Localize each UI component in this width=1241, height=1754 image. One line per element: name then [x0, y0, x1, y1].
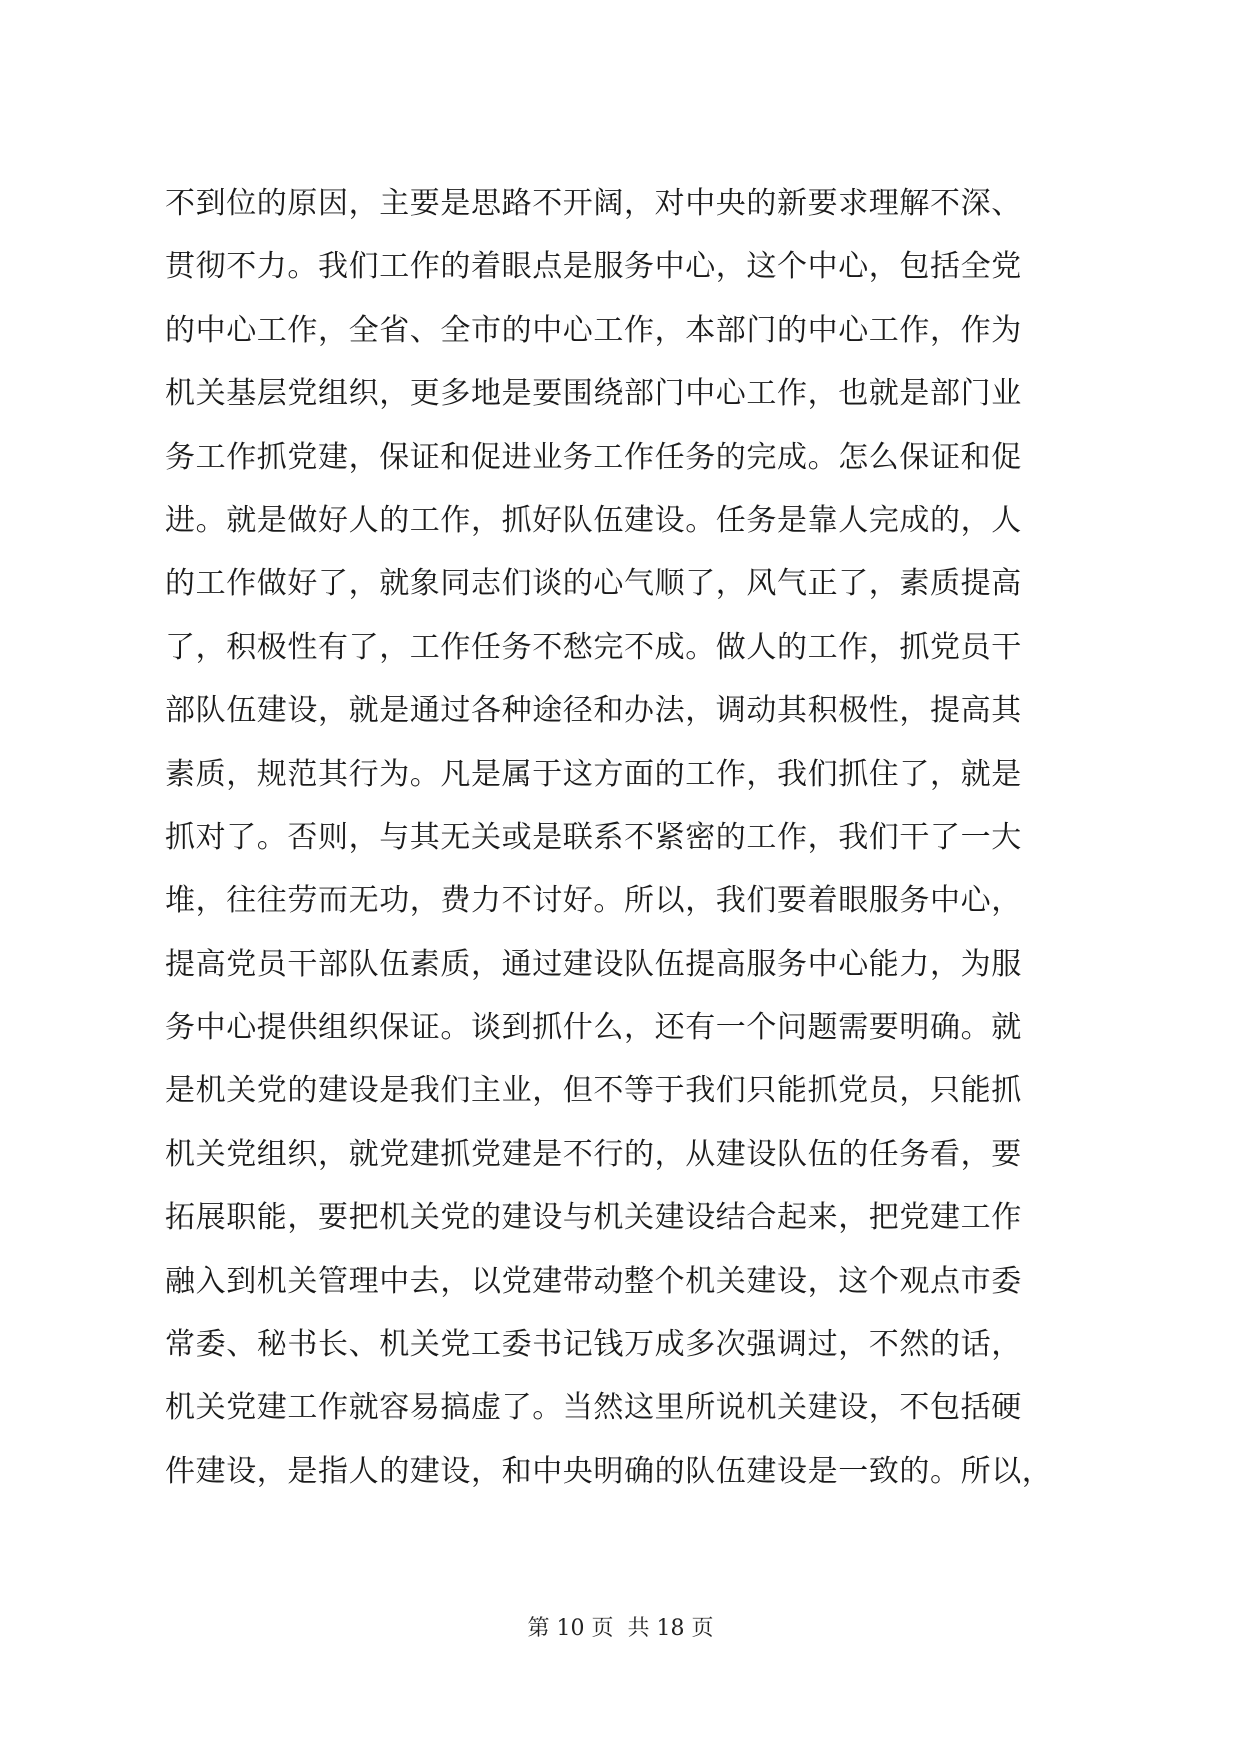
- text-line: 部队伍建设，就是通过各种途径和办法，调动其积极性，提高其: [165, 693, 1022, 729]
- page-footer: [0, 1614, 1241, 1644]
- text-line: 务工作抓党建，保证和促进业务工作任务的完成。怎么保证和促: [165, 439, 1022, 475]
- text-line: 件建设，是指人的建设，和中央明确的队伍建设是一致的。所以，: [165, 1453, 1053, 1489]
- text-line: 了，积极性有了，工作任务不愁完不成。做人的工作，抓党员干: [165, 629, 1022, 665]
- text-line: 机关基层党组织，更多地是要围绕部门中心工作，也就是部门业: [165, 376, 1022, 412]
- text-line: 机关党建工作就容易搞虚了。当然这里所说机关建设，不包括硬: [165, 1390, 1022, 1426]
- text-line: 的工作做好了，就象同志们谈的心气顺了，风气正了，素质提高: [165, 566, 1022, 602]
- text-line: 融入到机关管理中去，以党建带动整个机关建设，这个观点市委: [165, 1263, 1022, 1299]
- text-line: 进。就是做好人的工作，抓好队伍建设。任务是靠人完成的，人: [165, 502, 1022, 538]
- text-line: 抓对了。否则，与其无关或是联系不紧密的工作，我们干了一大: [165, 819, 1022, 855]
- text-line: 务中心提供组织保证。谈到抓什么，还有一个问题需要明确。就: [165, 1010, 1022, 1046]
- page-number-label: 第 10 页 共 18 页: [527, 1616, 714, 1641]
- body-text: [165, 172, 1085, 1503]
- text-line: 提高党员干部队伍素质，通过建设队伍提高服务中心能力，为服: [165, 946, 1022, 982]
- text-line: 常委、秘书长、机关党工委书记钱万成多次强调过，不然的话，: [165, 1327, 1022, 1363]
- text-line: 素质，规范其行为。凡是属于这方面的工作，我们抓住了，就是: [165, 756, 1022, 792]
- text-line: 是机关党的建设是我们主业，但不等于我们只能抓党员，只能抓: [165, 1073, 1022, 1109]
- text-line: 机关党组织，就党建抓党建是不行的，从建设队伍的任务看，要: [165, 1136, 1022, 1172]
- text-line: 不到位的原因，主要是思路不开阔，对中央的新要求理解不深、: [165, 186, 1022, 221]
- text-line: 堆，往往劳而无功，费力不讨好。所以，我们要着眼服务中心，: [165, 883, 1022, 919]
- text-line: 拓展职能，要把机关党的建设与机关建设结合起来，把党建工作: [165, 1200, 1022, 1236]
- text-line: 贯彻不力。我们工作的着眼点是服务中心，这个中心，包括全党: [165, 249, 1022, 285]
- text-line: 的中心工作，全省、全市的中心工作，本部门的中心工作，作为: [165, 312, 1022, 348]
